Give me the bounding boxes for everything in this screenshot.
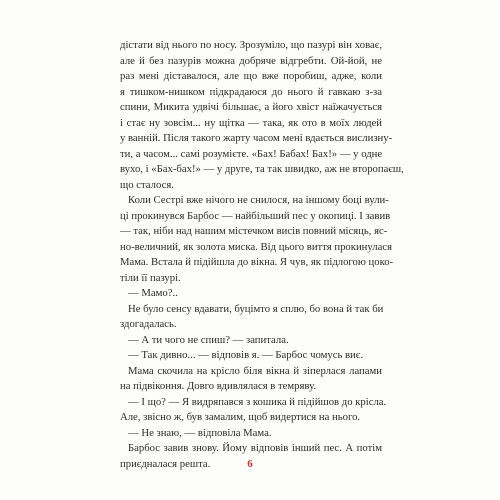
text-line: я тишком-нишком підкрадаюся до нього й гавкаю з-за xyxy=(120,85,382,98)
text-line: Не було сенсу вдавати, буцімто я сплю, бо вона й так би xyxy=(128,302,384,315)
text-line: Мама скочила на крісло біля вікна й зіперлася лапами xyxy=(128,364,382,377)
text-line: у ванній. Після такого жарту часом мені вдається вислизну- xyxy=(120,132,393,144)
text-line: ти, а часом... самі розумієте. «Бах! Бабах! Бах!» — у одне xyxy=(120,147,383,160)
text-line: — Не знаю, — відповіла Мама. xyxy=(128,426,272,439)
text-line: Але, звісно ж, був замалим, щоб видертися на нього. xyxy=(120,411,361,423)
text-line: — так, ніби над нашим містечком висів повний місяць, яс- xyxy=(120,225,388,237)
text-line: но-величний, як золота миска. Від цього виття прокинулася xyxy=(120,240,392,253)
text-line: здогадалась. xyxy=(120,318,177,330)
text-line: на підвіконня. Довго вдивлялася в темряву. xyxy=(120,380,317,392)
text-line: — А ти чого не спиш? — запитала. xyxy=(128,333,289,346)
body-text xyxy=(120,38,404,472)
text-line: але й без пазурів можна добряче відгребти. Ой-йой, не xyxy=(120,54,382,67)
text-line: — І що? — Я видряпався з кошика й підійшов до крісла. xyxy=(128,395,387,408)
text-line: раз мені діставалося, але що вже поробиш, адже, коли xyxy=(120,70,382,82)
text-line: приєдналася решта. xyxy=(120,457,211,470)
text-line: Коли Сестрі вже нічого не снилося, на іншому боці вули- xyxy=(128,194,389,206)
text-line: Барбос завив знову. Йому відповів інший пес. А потім xyxy=(128,442,382,454)
text-line: спини, Микита удвічі більшає, а його хвіст наїжачується xyxy=(120,101,382,113)
text-line: вухо, і «Бах-бах!» — у друге, та так швидко, аж не второпаєш, xyxy=(120,163,404,175)
text-line: ці прокинувся Барбос — найбільший пес у окопиці. І завив xyxy=(120,209,391,222)
text-line: Мама. Встала й підійшла до вікна. Я чув, як підлогою цоко- xyxy=(120,256,394,268)
page-number: 6 xyxy=(247,458,253,470)
text-line: що сталося. xyxy=(120,178,174,191)
text-line: дістати від нього по носу. Зрозуміло, що пазурі він ховає, xyxy=(120,39,382,51)
text-line: — Так дивно... — відповів я. — Барбос чомусь виє. xyxy=(128,349,364,361)
text-line: — Мамо?.. xyxy=(128,287,178,299)
text-line: і стає ну зовсім... ну щітка — така, як ото в моїх людей xyxy=(120,116,382,129)
text-line: тіли її пазурі. xyxy=(120,271,181,284)
